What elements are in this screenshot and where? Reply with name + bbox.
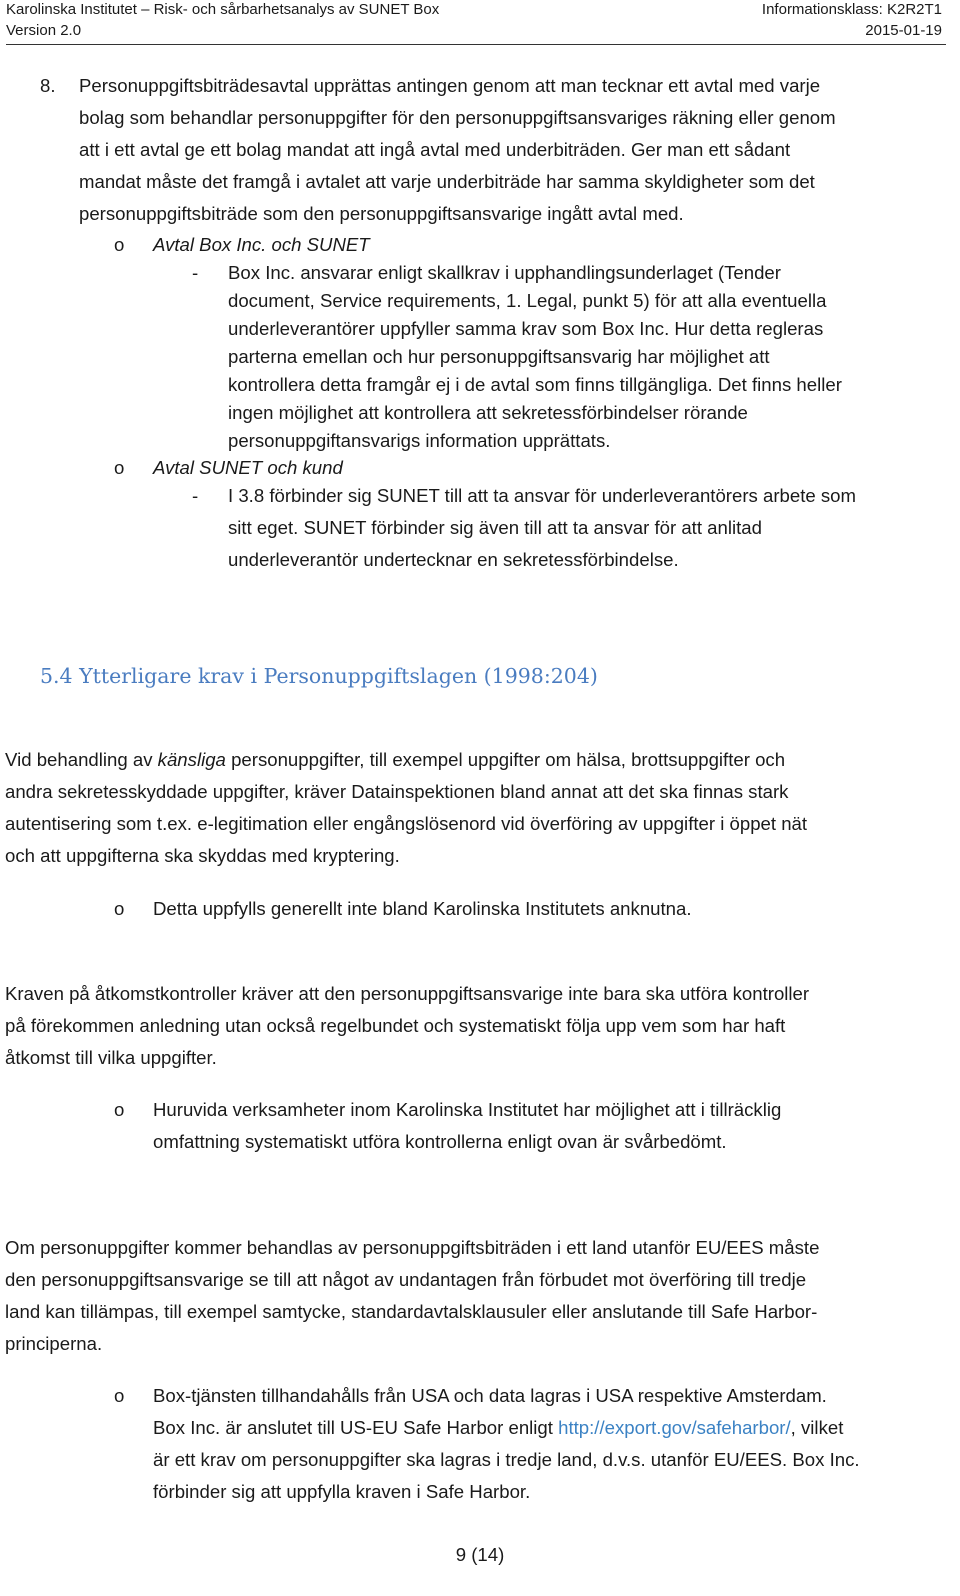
bullet-marker: o <box>114 1385 125 1406</box>
dash-marker: - <box>192 485 199 506</box>
document-title: Karolinska Institutet – Risk- och sårbarhetsanalys av SUNET Box <box>6 1 440 18</box>
text-run: Box Inc. är anslutet till US-EU Safe Harbor enligt <box>153 1417 559 1438</box>
bullet-marker: o <box>114 898 125 919</box>
paragraph-line: Personuppgiftsbiträdesavtal upprättas antingen genom att man tecknar ett avtal med varje <box>79 75 821 96</box>
sub-line: parterna emellan och hur personuppgiftsansvarig har möjlighet att <box>228 346 770 367</box>
paragraph-line: och att uppgifterna ska skyddas med kryptering. <box>5 845 400 866</box>
paragraph-line: bolag som behandlar personuppgifter för den personuppgiftsansvariges räkning eller genom <box>79 107 836 128</box>
paragraph-line: Om personuppgifter kommer behandlas av personuppgiftsbiträden i ett land utanför EU/EES måste <box>5 1237 820 1258</box>
bullet-marker: o <box>114 457 125 478</box>
paragraph-line: land kan tillämpas, till exempel samtycke, standardavtalsklausuler eller anslutande till Safe Harbor- <box>5 1301 818 1322</box>
version-label: Version 2.0 <box>6 22 82 39</box>
paragraph-line: åtkomst till vilka uppgifter. <box>5 1047 217 1068</box>
text-run: Vid behandling av <box>5 749 158 770</box>
bullet-marker: o <box>114 1099 125 1120</box>
bullet-line: Box-tjänsten tillhandahålls från USA och data lagras i USA respektive Amsterdam. <box>153 1385 827 1406</box>
paragraph-line: andra sekretesskyddade uppgifter, kräver Datainspektionen bland annat att det ska finnas stark <box>5 781 789 802</box>
sub-line: document, Service requirements, 1. Legal, punkt 5) för att alla eventuella <box>228 290 827 311</box>
paragraph-line: mandat måste det framgå i avtalet att varje underbiträde har samma skyldigheter som det <box>79 171 815 192</box>
text-run: , vilket <box>790 1417 844 1438</box>
sub-line: underleverantör undertecknar en sekretessförbindelse. <box>228 549 679 570</box>
sub-line: ingen möjlighet att kontrollera att sekretessförbindelser rörande <box>228 402 748 423</box>
sub-line: sitt eget. SUNET förbinder sig även till att ta ansvar för att anlitad <box>228 517 762 538</box>
subsection-title: Avtal Box Inc. och SUNET <box>153 234 370 255</box>
text-run: personuppgifter, till exempel uppgifter om hälsa, brottsuppgifter och <box>225 749 786 770</box>
paragraph-line: principerna. <box>5 1333 103 1354</box>
sub-line: Box Inc. ansvarar enligt skallkrav i upphandlingsunderlaget (Tender <box>228 262 781 283</box>
paragraph-line: på förekommen anledning utan också regelbundet och systematiskt följa upp vem som har haft <box>5 1015 786 1036</box>
page-number: 9 (14) <box>455 1544 505 1565</box>
emphasis-text: känsliga <box>157 749 226 770</box>
section-heading: 5.4 Ytterligare krav i Personuppgiftslagen (1998:204) <box>40 664 598 688</box>
safe-harbor-link[interactable]: http://export.gov/safeharbor/ <box>558 1417 791 1438</box>
bullet-line: Huruvida verksamheter inom Karolinska Institutet har möjlighet att i tillräcklig <box>153 1099 782 1120</box>
dash-marker: - <box>192 262 199 283</box>
paragraph-line: Kraven på åtkomstkontroller kräver att den personuppgiftsansvarige inte bara ska utföra kontroller <box>5 983 810 1004</box>
bullet-line: förbinder sig att uppfylla kraven i Safe Harbor. <box>153 1481 531 1502</box>
paragraph-line: autentisering som t.ex. e-legitimation eller engångslösenord vid överföring av uppgifter i öppet nät <box>5 813 808 834</box>
bullet-line <box>153 1412 843 1444</box>
bullet-line: är ett krav om personuppgifter ska lagras i tredje land, d.v.s. utanför EU/EES. Box Inc. <box>153 1449 860 1470</box>
paragraph-line: personuppgiftsbiträde som den personuppgiftsansvarige ingått avtal med. <box>79 203 684 224</box>
date-label: 2015-01-19 <box>865 22 942 39</box>
sub-line: personuppgiftansvarigs information upprättats. <box>228 430 611 451</box>
classification-label: Informationsklass: K2R2T1 <box>761 1 942 18</box>
sub-line: kontrollera detta framgår ej i de avtal som finns tillgängliga. Det finns heller <box>228 374 842 395</box>
paragraph-line: den personuppgiftsansvarige se till att något av undantagen från förbudet mot överföring till tredje <box>5 1269 807 1290</box>
bullet-marker: o <box>114 234 125 255</box>
paragraph-line <box>5 744 785 776</box>
list-number: 8. <box>40 75 56 96</box>
subsection-title: Avtal SUNET och kund <box>153 457 343 478</box>
bullet-line: omfattning systematiskt utföra kontrollerna enligt ovan är svårbedömt. <box>153 1131 727 1152</box>
bullet-line: Detta uppfylls generellt inte bland Karolinska Institutets anknutna. <box>153 898 692 919</box>
sub-line: I 3.8 förbinder sig SUNET till att ta ansvar för underleverantörers arbete som <box>228 485 857 506</box>
header-divider <box>6 44 946 45</box>
paragraph-line: att i ett avtal ge ett bolag mandat att ingå avtal med underbiträden. Ger man ett sådant <box>79 139 791 160</box>
sub-line: underleverantörer uppfyller samma krav som Box Inc. Hur detta regleras <box>228 318 824 339</box>
